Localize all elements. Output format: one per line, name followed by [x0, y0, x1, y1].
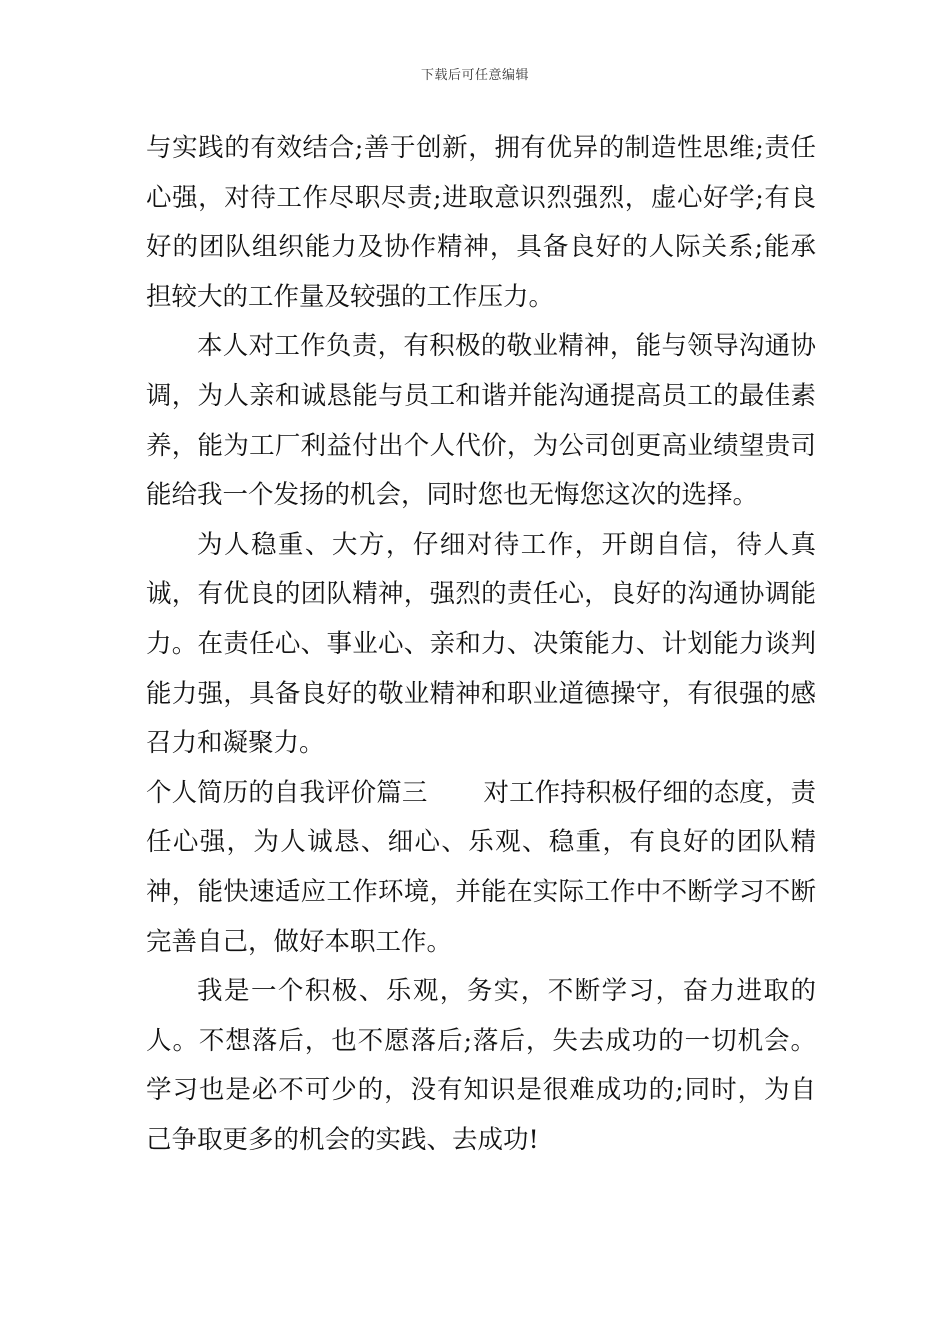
- section-title: 个人简历的自我评价篇三: [146, 777, 428, 808]
- header-note: 下载后可任意编辑: [420, 68, 529, 83]
- document-body: [146, 124, 816, 1165]
- paragraph-5: 我是一个积极、乐观，务实，不断学习，奋力进取的人。不想落后，也不愿落后;落后，失去成功的一切机会。学习也是必不可少的，没有知识是很难成功的;同时，为自己争取更多的机会的实践、去成功!: [146, 976, 816, 1155]
- paragraph-1: 与实践的有效结合;善于创新，拥有优异的制造性思维;责任心强，对待工作尽职尽责;进取意识烈强烈，虚心好学;有良好的团队组织能力及协作精神，具备良好的人际关系;能承担较大的工作量及较强的工作压力。: [146, 133, 816, 312]
- paragraph-4: 对工作持积极仔细的态度，责任心强，为人诚恳、细心、乐观、稳重，有良好的团队精神，能快速适应工作环境，并能在实际工作中不断学习不断完善自己，做好本职工作。: [146, 777, 816, 957]
- paragraph-2: 本人对工作负责，有积极的敬业精神，能与领导沟通协调，为人亲和诚恳能与员工和谐并能沟通提高员工的最佳素养，能为工厂利益付出个人代价，为公司创更高业绩望贵司能给我一个发扬的机会，同时您也无悔您这次的选择。: [146, 331, 816, 511]
- section-paragraph: [146, 769, 816, 967]
- paragraph-3: 为人稳重、大方，仔细对待工作，开朗自信，待人真诚，有优良的团队精神，强烈的责任心，良好的沟通协调能力。在责任心、事业心、亲和力、决策能力、计划能力谈判能力强，具备良好的敬业精神和职业道德操守，有很强的感召力和凝聚力。: [146, 529, 816, 759]
